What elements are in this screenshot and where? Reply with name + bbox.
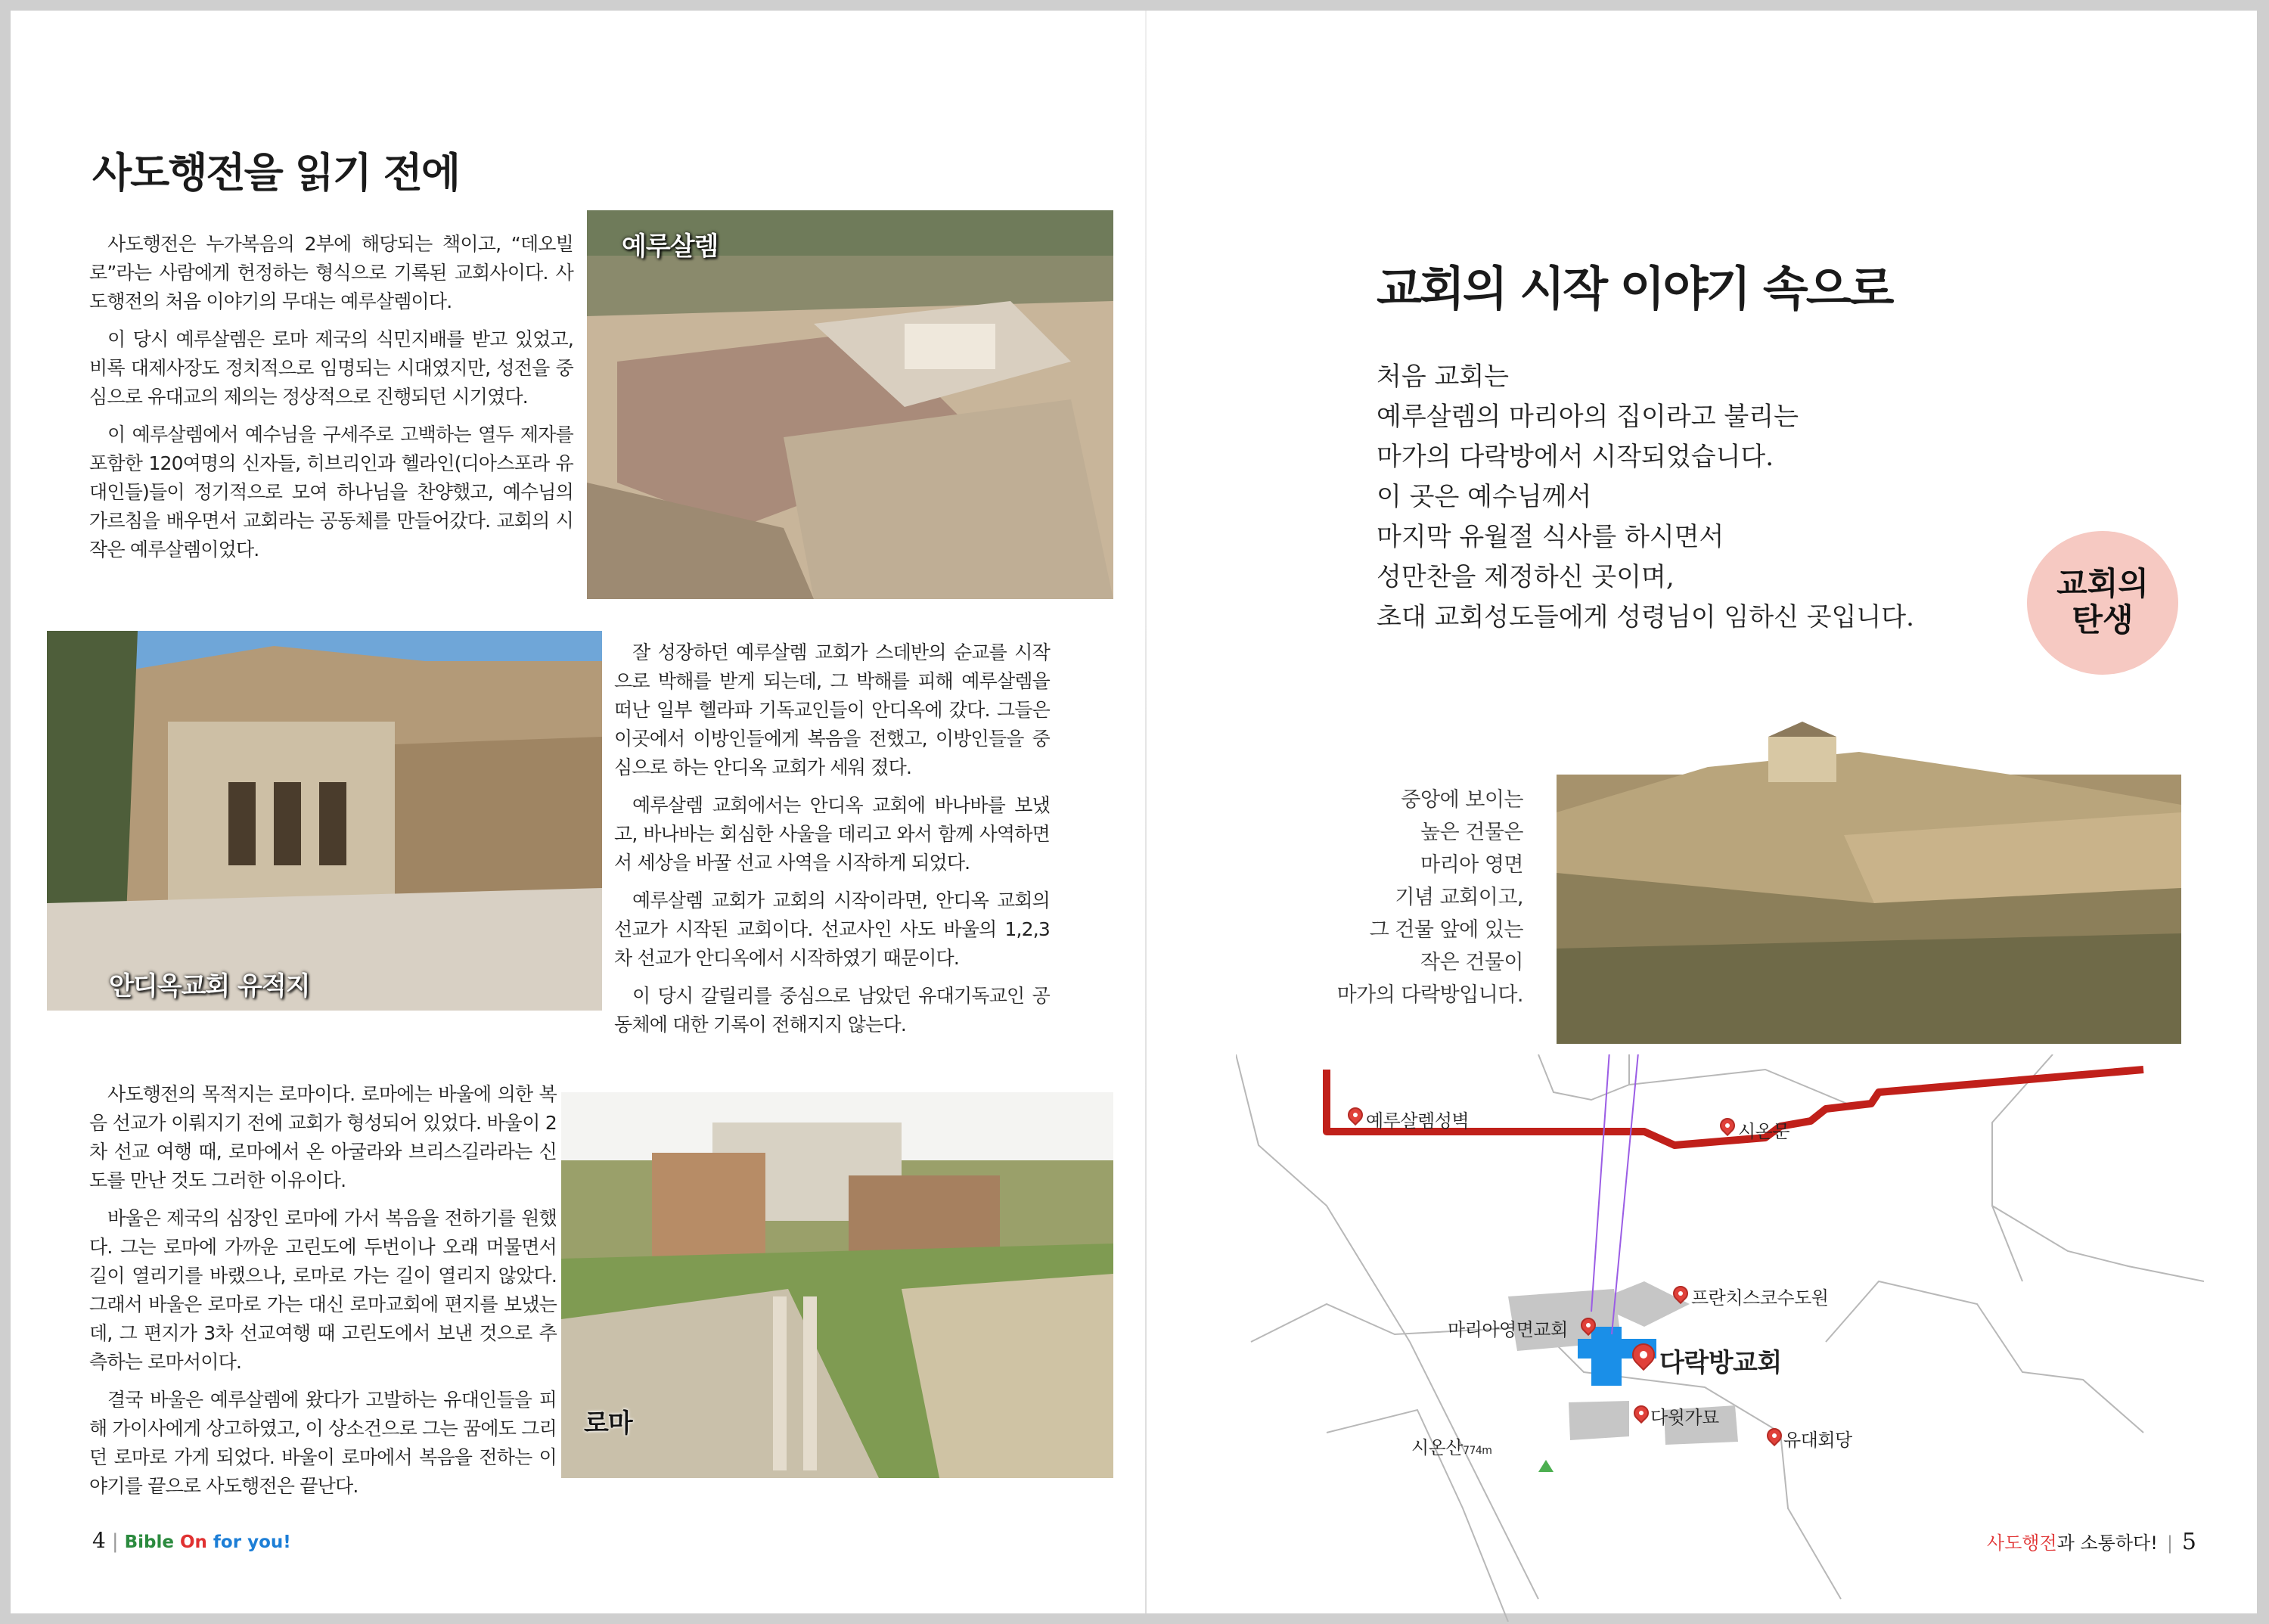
photo-label: 안디옥교회 유적지 [109, 971, 310, 1001]
text-block-antioch [614, 638, 1050, 1048]
map-label-franciscan: 프란치스코수도원 [1691, 1287, 1829, 1309]
photo-mount-zion [1557, 722, 2181, 1044]
photo-caption: 중앙에 보이는 높은 건물은 마리아 영면 기념 교회이고, 그 건물 앞에 있는 작은 건물이 마가의 다락방입니다. [1336, 788, 1523, 1007]
map-label-dormition: 마리아영면교회 [1448, 1319, 1568, 1340]
brand-logo: Bible On for you! [124, 1532, 291, 1552]
map-label-synagogue: 유대회당 [1783, 1430, 1852, 1451]
paragraph: 이 당시 갈릴리를 중심으로 남았던 유대기독교인 공동체에 대한 기록이 전해지지 않는다. [614, 985, 1050, 1036]
paragraph: 예루살렘 교회가 교회의 시작이라면, 안디옥 교회의 선교가 시작된 교회이다. 선교사인 사도 바울의 1,2,3차 선교가 안디옥에서 시작하였기 때문이다. [614, 890, 1050, 969]
paragraph: 이 당시 예루살렘은 로마 제국의 식민지배를 받고 있었고, 비록 대제사장도 정치적으로 임명되는 시대였지만, 성전을 중심으로 유대교의 제의는 정상적으로 진행되던 시기였다. [89, 328, 573, 408]
text-block-rome [89, 1080, 557, 1510]
right-page-title: 교회의 시작 이야기 속으로 [1377, 261, 1892, 316]
left-page-title: 사도행전을 읽기 전에 [92, 149, 460, 197]
map-label-david: 다윗가묘 [1650, 1407, 1719, 1428]
footer-right: 사도행전과 소통하다! | 5 [1986, 1529, 2196, 1555]
photo-jerusalem-model [587, 210, 1113, 599]
page-number: 5 [2181, 1529, 2196, 1555]
paragraph: 이 예루살렘에서 예수님을 구세주로 고백하는 열두 제자를 포함한 120여명의 신자들, 히브리인과 헬라인(디아스포라 유대인들)들이 정기적으로 모여 하나님을 찬양했고, 예수님의 가르침을 배우면서 교회라는 공동체를 만들어갔다. 교회의 시작은 예루살렘이었다. [89, 424, 573, 560]
intro-line: 성만찬을 제정하신 곳이며, [1377, 562, 1675, 592]
paragraph: 사도행전의 목적지는 로마이다. 로마에는 바울에 의한 복음 선교가 이뤄지기 전에 교회가 형성되어 있었다. 바울이 2차 선교 여행 때, 로마에서 온 아굴라와 브리스길라라는 신도를 만난 것도 그러한 이유이다. [89, 1083, 557, 1191]
magazine-spread [11, 11, 2257, 1613]
map-label-upper-room: 다락방교회 [1659, 1348, 1782, 1378]
photo-roman-forum [561, 1092, 1113, 1478]
intro-text [1377, 357, 1914, 638]
photo-label: 로마 [584, 1408, 632, 1439]
paragraph: 사도행전은 누가복음의 2부에 해당되는 책이고, “데오빌로”라는 사람에게 헌정하는 형식으로 기록된 교회사이다. 사도행전의 처음 이야기의 무대는 예루살렘이다. [89, 233, 573, 312]
map-label-wall: 예루살렘성벽 [1366, 1110, 1470, 1132]
footer-left: 4 | Bible On for you! [92, 1528, 291, 1553]
map-label-zion-gate: 시온문 [1738, 1121, 1790, 1142]
intro-line: 초대 교회성도들에게 성령님이 임하신 곳입니다. [1377, 602, 1914, 632]
paragraph: 결국 바울은 예루살렘에 왔다가 고발하는 유대인들을 피해 가이사에게 상고하였고, 이 상소건으로 그는 꿈에도 그리던 로마로 가게 되었다. 바울이 로마에서 복음을 전하는 이야기를 끝으로 사도행전은 끝난다. [89, 1389, 557, 1497]
intro-line: 처음 교회는 [1377, 362, 1510, 392]
intro-line: 마가의 다락방에서 시작되었습니다. [1377, 442, 1774, 472]
photo-label: 예루살렘 [622, 231, 719, 262]
text-block-jerusalem [89, 230, 573, 573]
section-badge [2027, 531, 2178, 675]
photo-antioch-ruins [47, 631, 602, 1011]
page-fold [1145, 11, 1147, 1613]
paragraph: 잘 성장하던 예루살렘 교회가 스데반의 순교를 시작으로 박해를 받게 되는데, 그 박해를 피해 예루살렘을 떠난 일부 헬라파 기독교인들이 안디옥에 갔다. 그들은 이곳에서 이방인들에게 복음을 전했고, 이방인들을 중심으로 하는 안디옥 교회가 세워 졌다. [614, 641, 1050, 778]
paragraph: 바울은 제국의 심장인 로마에 가서 복음을 전하기를 원했다. 그는 로마에 가까운 고린도에 두번이나 오래 머물면서 길이 열리기를 바랬으나, 로마로 가는 길이 열리지 않았다. 그래서 바울은 로마로 가는 대신 로마교회에 편지를 보냈는데, 그 편지가 3차 선교여행 때 고린도에서 보낸 것으로 추측하는 로마서이다. [89, 1207, 557, 1373]
map-label-mount-zion: 시온산774m [1411, 1437, 1492, 1458]
intro-line: 마지막 유월절 식사를 하시면서 [1377, 522, 1724, 552]
intro-line: 이 곳은 예수님께서 [1377, 482, 1592, 512]
badge-text: 교회의 탄생 [2056, 565, 2149, 638]
page-number: 4 [92, 1528, 106, 1553]
paragraph: 예루살렘 교회에서는 안디옥 교회에 바나바를 보냈고, 바나바는 회심한 사울을 데리고 와서 함께 사역하면서 세상을 바꿀 선교 사역을 시작하게 되었다. [614, 794, 1050, 874]
intro-line: 예루살렘의 마리아의 집이라고 불리는 [1377, 402, 1799, 432]
